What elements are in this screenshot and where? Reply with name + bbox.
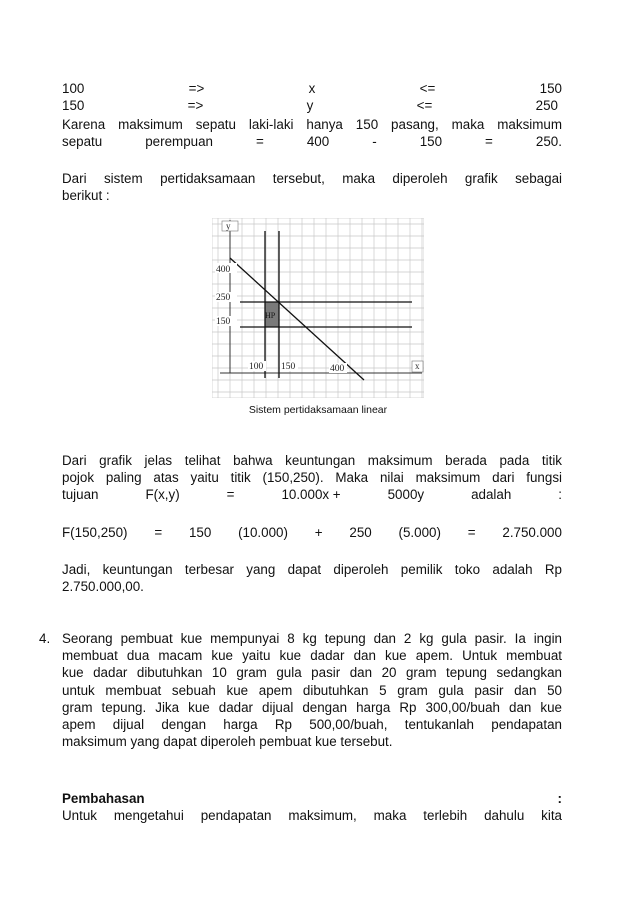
calc-token: + <box>314 525 323 540</box>
y-tick-250: 250 <box>216 293 231 303</box>
para3-term1: 10.000x + <box>281 487 341 503</box>
calc-token: 250 <box>349 525 372 540</box>
ineq-y-op1: => <box>187 98 204 113</box>
ineq-x-op1: => <box>188 81 205 96</box>
calculation-line <box>62 524 562 541</box>
feasible-region-label: HP <box>265 311 276 320</box>
para1-line1: Karena maksimum sepatu laki-laki hanya 150 pasang, maka maksimum <box>62 117 562 132</box>
para3-line2: pojok paling atas yaitu titik (150,250). Maka nilai maksimum dari fungsi <box>62 470 562 486</box>
ineq-x-lower: 100 <box>62 81 85 96</box>
ineq-x-var: x <box>308 81 316 96</box>
calc-token: (10.000) <box>238 525 288 540</box>
pembahasan-line1: Untuk mengetahui pendapatan maksimum, maka terlebih dahulu kita <box>62 808 562 824</box>
para3-colon: : <box>558 487 562 503</box>
paragraph-conclusion <box>62 561 562 595</box>
para2-line1: Dari sistem pertidaksamaan tersebut, maka diperoleh grafik sebagai <box>62 171 562 186</box>
x-axis-label: x <box>415 361 420 371</box>
para2-line2: berikut : <box>62 188 110 204</box>
pembahasan-title: Pembahasan <box>62 791 145 806</box>
y-tick-150: 150 <box>216 317 231 327</box>
problem-4-line: Seorang pembuat kue mempunyai 8 kg tepung dan 2 kg gula pasir. Ia ingin <box>62 631 562 646</box>
x-tick-100: 100 <box>249 362 264 372</box>
para1-line2 <box>62 133 562 150</box>
para1-num-150: 150 <box>419 134 443 150</box>
para3-line1: Dari grafik jelas telihat bahwa keuntungan maksimum berada pada titik <box>62 453 562 468</box>
calc-token: = <box>467 525 476 540</box>
para3-word-adalah: adalah <box>471 487 512 503</box>
ineq-x-upper: 150 <box>539 81 562 96</box>
para3-term2: 5000y <box>387 487 425 503</box>
inequality-y <box>62 97 562 114</box>
calc-token: 150 <box>188 525 212 540</box>
inequality-x <box>62 80 562 97</box>
problem-4-line: gram tepung. Jika kue dadar dijual dengan harga Rp 300,00/buah dan kue <box>62 699 562 715</box>
paragraph-max-profit <box>62 452 562 504</box>
y-tick-400: 400 <box>216 265 231 275</box>
calc-token: F(150,250) <box>62 525 128 540</box>
pembahasan-section <box>62 790 562 824</box>
problem-4-last-line: maksimum yang dapat diperoleh pembuat kue tersebut. <box>62 734 393 750</box>
para1-num-250: 250. <box>535 134 562 150</box>
pembahasan-colon: : <box>557 791 562 806</box>
para1-minus: - <box>372 134 377 150</box>
x-tick-150: 150 <box>281 362 296 372</box>
ineq-y-lower: 150 <box>62 98 85 113</box>
para1-eq2: = <box>485 134 493 150</box>
calc-token: (5.000) <box>398 525 441 540</box>
x-tick-400: 400 <box>330 364 345 374</box>
para1-word-sepatu: sepatu <box>62 134 103 150</box>
ineq-y-op2: <= <box>416 98 433 113</box>
problem-4-text <box>62 630 562 750</box>
ineq-y-var: y <box>306 98 314 113</box>
paragraph-max-shoes <box>62 116 562 150</box>
para3-line3 <box>62 486 562 503</box>
para1-eq1: = <box>256 134 264 150</box>
calc-token: 2.750.000 <box>502 525 562 540</box>
ineq-x-op2: <= <box>419 81 436 96</box>
problem-4-line: untuk membuat sebuah kue apem dibutuhkan 5 gram gula pasir dan 50 <box>62 682 562 698</box>
para1-num-400: 400 <box>306 134 330 150</box>
para3-function: F(x,y) <box>145 487 180 503</box>
linear-inequality-graph <box>212 218 424 398</box>
paragraph-graph-intro <box>62 170 562 204</box>
y-axis-label: y <box>226 221 231 231</box>
ineq-y-upper: 250 <box>535 98 558 113</box>
para1-word-perempuan: perempuan <box>145 134 213 150</box>
calc-token: = <box>154 525 163 540</box>
para4-line1: Jadi, keuntungan terbesar yang dapat diperoleh pemilik toko adalah Rp <box>62 562 562 577</box>
graph-caption: Sistem pertidaksamaan linear <box>248 404 388 416</box>
problem-4-line: kue dadar dibutuhkan 10 gram gula pasir dan 20 gram tepung sedangkan <box>62 665 562 681</box>
problem-4-line: membuat dua macam kue yaitu kue dadar dan kue apem. Untuk membuat <box>62 648 562 664</box>
para4-line2: 2.750.000,00. <box>62 579 144 595</box>
para3-word-tujuan: tujuan <box>62 487 99 503</box>
para3-eq: = <box>226 487 235 503</box>
problem-number: 4. <box>39 631 51 646</box>
problem-4-line: apem dijual dengan harga Rp 500,00/buah, tentukanlah pendapatan <box>62 717 562 733</box>
